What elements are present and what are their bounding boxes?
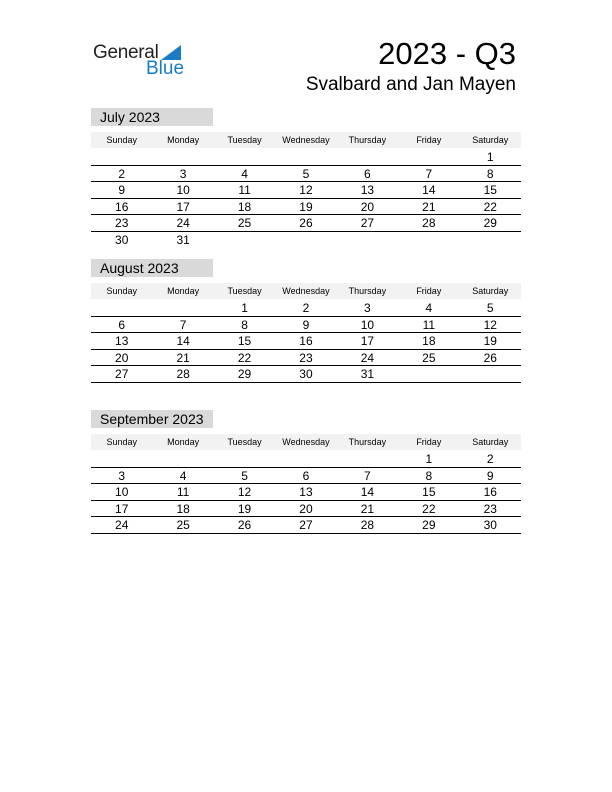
- week-row: [91, 166, 521, 183]
- week-row: [91, 350, 521, 367]
- day-cell: 1: [241, 301, 248, 315]
- day-cell: 2: [486, 452, 494, 466]
- day-cell: 3: [364, 301, 371, 315]
- day-cell: [214, 149, 275, 165]
- day-cell: [275, 149, 336, 165]
- day-cell: 19: [299, 199, 313, 214]
- day-cell: 13: [115, 334, 129, 349]
- day-cell: 16: [115, 199, 129, 214]
- day-cell: 20: [299, 501, 313, 516]
- day-cell: 1: [425, 452, 433, 466]
- day-cell: 20: [115, 350, 129, 365]
- day-cell: 23: [299, 350, 313, 365]
- day-cell: [337, 451, 398, 467]
- day-cell: 6: [118, 317, 126, 332]
- day-cell: 17: [360, 334, 375, 349]
- page-title: 2023 - Q3: [378, 36, 516, 71]
- day-cell: 10: [115, 485, 129, 500]
- day-cell: 15: [483, 183, 497, 198]
- day-cell: 21: [360, 501, 375, 516]
- weekday-label: Thursday: [348, 286, 387, 296]
- day-cell: 14: [422, 183, 436, 198]
- weekday-label: Wednesday: [282, 135, 330, 145]
- day-cell: 15: [237, 334, 252, 349]
- day-cell: 27: [299, 518, 313, 533]
- day-cell: [275, 451, 336, 467]
- day-cell: 2: [118, 166, 126, 181]
- month-title: August 2023: [91, 259, 213, 277]
- day-cell: 27: [360, 216, 375, 231]
- day-cell: 31: [176, 232, 190, 247]
- day-cell: 6: [364, 166, 371, 181]
- week-row: [91, 451, 521, 468]
- weekday-label: Wednesday: [282, 437, 330, 447]
- day-cell: 9: [486, 468, 494, 483]
- day-cell: 21: [422, 199, 436, 214]
- weekday-label: Thursday: [348, 135, 387, 145]
- day-cell: 15: [422, 485, 436, 500]
- day-cell: 16: [483, 485, 497, 500]
- week-row: [91, 300, 521, 317]
- generalblue-logo: [93, 42, 188, 78]
- day-cell: 7: [179, 317, 187, 332]
- day-cell: 8: [486, 166, 494, 181]
- day-cell: [460, 366, 521, 382]
- day-cell: 13: [299, 485, 313, 500]
- weekday-label: Friday: [416, 286, 442, 296]
- weekday-label: Monday: [167, 437, 200, 447]
- day-cell: 12: [483, 317, 497, 332]
- day-cell: 4: [179, 468, 187, 483]
- day-cell: 24: [176, 216, 190, 231]
- calendar-grid: [91, 451, 521, 534]
- week-row: [91, 468, 521, 485]
- month-july: [91, 108, 521, 249]
- day-cell: 19: [483, 334, 497, 349]
- day-cell: 25: [237, 216, 252, 231]
- logo-blue-text: Blue: [146, 58, 185, 79]
- weekday-label: Wednesday: [282, 286, 330, 296]
- week-row: [91, 317, 521, 334]
- day-cell: 13: [360, 183, 375, 198]
- day-cell: 8: [241, 317, 248, 332]
- day-cell: 14: [176, 334, 190, 349]
- day-cell: [460, 232, 521, 249]
- day-cell: 22: [422, 501, 436, 516]
- day-cell: 17: [176, 199, 190, 214]
- day-cell: 4: [425, 301, 433, 315]
- day-cell: 26: [237, 518, 252, 533]
- day-cell: [152, 451, 213, 467]
- day-cell: [214, 232, 275, 249]
- day-cell: 12: [299, 183, 313, 198]
- day-cell: [214, 451, 275, 467]
- week-row: [91, 182, 521, 199]
- logo-general-text: General: [93, 42, 159, 63]
- day-cell: 5: [302, 166, 310, 181]
- day-cell: [91, 300, 152, 316]
- week-row: [91, 333, 521, 350]
- weekday-label: Thursday: [348, 437, 387, 447]
- day-cell: 3: [118, 468, 126, 483]
- weekday-label: Monday: [167, 286, 200, 296]
- page-subtitle: Svalbard and Jan Mayen: [305, 74, 516, 95]
- day-cell: 1: [486, 150, 494, 164]
- day-cell: 22: [483, 199, 497, 214]
- day-cell: [275, 232, 336, 249]
- day-cell: 29: [237, 367, 252, 382]
- weekday-label: Tuesday: [227, 135, 262, 145]
- day-cell: 18: [422, 334, 436, 349]
- weekday-label: Sunday: [106, 437, 137, 447]
- day-cell: 5: [486, 301, 494, 315]
- day-cell: 25: [422, 350, 436, 365]
- week-row: [91, 484, 521, 501]
- month-september: [91, 410, 521, 534]
- day-cell: 28: [176, 367, 190, 382]
- day-cell: 31: [360, 367, 375, 382]
- day-cell: [398, 366, 459, 382]
- calendar-grid: [91, 149, 521, 249]
- day-cell: 6: [302, 468, 310, 483]
- day-cell: 18: [237, 199, 252, 214]
- day-cell: 18: [176, 501, 190, 516]
- day-cell: 5: [241, 468, 248, 483]
- day-cell: 7: [425, 166, 433, 181]
- day-cell: 4: [241, 166, 248, 181]
- day-cell: 29: [422, 518, 436, 533]
- month-title: July 2023: [91, 108, 213, 126]
- day-cell: 10: [360, 317, 375, 332]
- day-cell: 9: [118, 183, 126, 198]
- week-row: [91, 232, 521, 249]
- weekday-label: Friday: [416, 437, 442, 447]
- day-cell: 23: [115, 216, 129, 231]
- day-cell: 19: [237, 501, 252, 516]
- day-cell: 9: [302, 317, 310, 332]
- weekday-header: [91, 283, 521, 299]
- calendar-grid: [91, 300, 521, 383]
- day-cell: 8: [425, 468, 433, 483]
- week-row: [91, 366, 521, 383]
- day-cell: 26: [299, 216, 313, 231]
- day-cell: [152, 149, 213, 165]
- week-row: [91, 149, 521, 166]
- month-august: [91, 259, 521, 383]
- day-cell: 16: [299, 334, 313, 349]
- day-cell: 30: [299, 367, 313, 382]
- day-cell: 12: [237, 485, 252, 500]
- day-cell: 7: [364, 468, 371, 483]
- day-cell: 20: [360, 199, 375, 214]
- weekday-label: Sunday: [106, 135, 137, 145]
- day-cell: 17: [115, 501, 129, 516]
- weekday-label: Tuesday: [227, 437, 262, 447]
- day-cell: [91, 149, 152, 165]
- day-cell: 26: [483, 350, 497, 365]
- day-cell: 28: [360, 518, 375, 533]
- day-cell: 10: [176, 183, 190, 198]
- month-title: September 2023: [91, 410, 213, 428]
- day-cell: [152, 300, 213, 316]
- week-row: [91, 199, 521, 216]
- weekday-header: [91, 434, 521, 450]
- day-cell: 14: [360, 485, 375, 500]
- weekday-label: Saturday: [472, 437, 509, 447]
- day-cell: 11: [238, 183, 251, 198]
- day-cell: 3: [179, 166, 187, 181]
- weekday-header: [91, 132, 521, 148]
- weekday-label: Tuesday: [227, 286, 262, 296]
- day-cell: 21: [176, 350, 190, 365]
- day-cell: 28: [422, 216, 436, 231]
- day-cell: 30: [483, 518, 497, 533]
- weekday-label: Saturday: [472, 286, 509, 296]
- week-row: [91, 215, 521, 232]
- day-cell: 24: [115, 518, 129, 533]
- week-row: [91, 517, 521, 534]
- day-cell: [398, 232, 459, 249]
- day-cell: 11: [176, 485, 190, 500]
- day-cell: [337, 149, 398, 165]
- weekday-label: Saturday: [472, 135, 509, 145]
- weekday-label: Monday: [167, 135, 200, 145]
- day-cell: 22: [237, 350, 252, 365]
- weekday-label: Friday: [416, 135, 442, 145]
- day-cell: 29: [483, 216, 497, 231]
- day-cell: [337, 232, 398, 249]
- weekday-label: Sunday: [106, 286, 137, 296]
- day-cell: 11: [422, 317, 436, 332]
- day-cell: [91, 451, 152, 467]
- day-cell: 23: [483, 501, 497, 516]
- day-cell: 2: [302, 301, 310, 315]
- day-cell: 24: [360, 350, 375, 365]
- day-cell: 30: [115, 232, 129, 247]
- day-cell: 27: [115, 367, 129, 382]
- day-cell: [398, 149, 459, 165]
- week-row: [91, 501, 521, 518]
- day-cell: 25: [176, 518, 190, 533]
